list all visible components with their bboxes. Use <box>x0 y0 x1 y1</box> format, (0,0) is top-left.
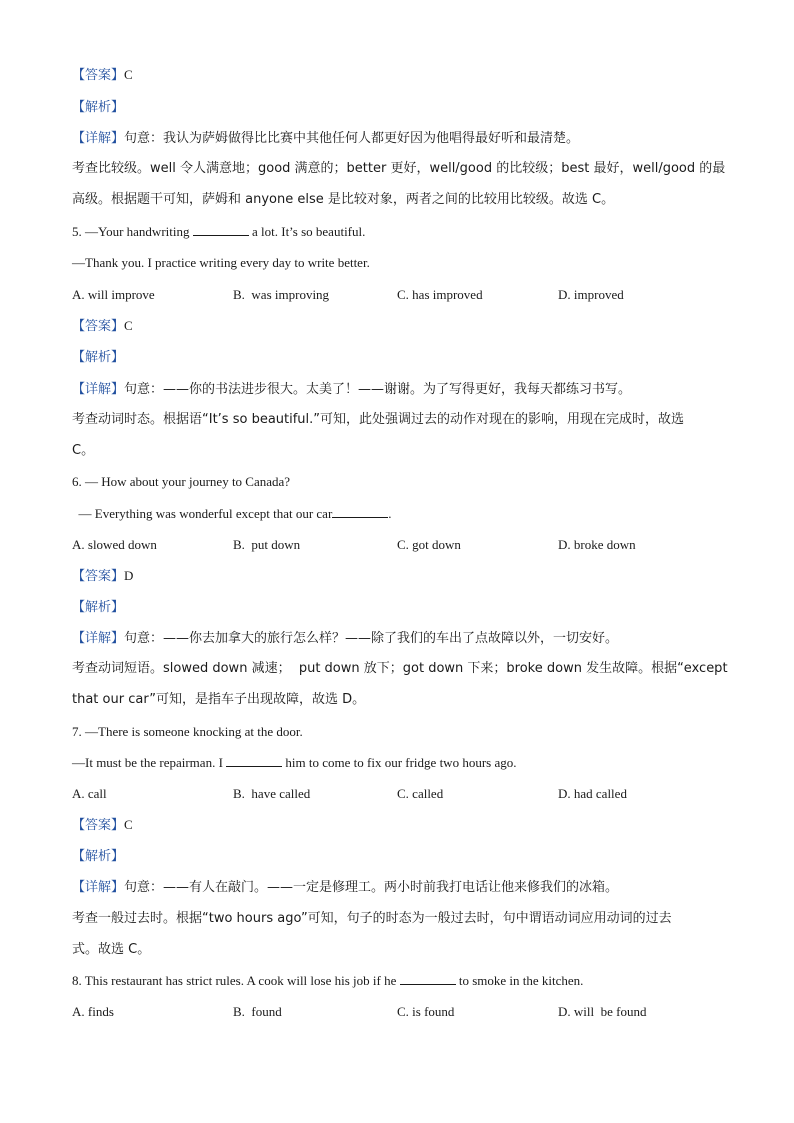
q5-explanation-2: C。 <box>72 443 95 458</box>
q7-option-b: B. have called <box>233 786 311 801</box>
q5-analysis-line <box>72 348 124 367</box>
answer-label: 【答案】 <box>72 818 125 833</box>
q7-option-c: C. called <box>397 786 444 801</box>
q8-option-a: A. finds <box>72 1004 114 1019</box>
q6-stem: 6. — How about your journey to Canada? <box>72 474 291 489</box>
answer-value: C <box>124 817 133 832</box>
q4-explanation-2: 高级。根据题干可知，萨姆和 anyone else 是比较对象，两者之间的比较用比较级。故选 C。 <box>72 192 615 207</box>
q7-line-part1: —It must be the repairman. I <box>72 755 223 770</box>
detail-text: 句意：——你去加拿大的旅行怎么样？——除了我们的车出了点故障以外，一切安好。 <box>124 631 619 646</box>
detail-label: 【详解】 <box>72 880 125 895</box>
answer-label: 【答案】 <box>72 569 125 584</box>
q7-option-d: D. had called <box>558 786 627 801</box>
q6-explanation-2: that our car”可知，是指车子出现故障，故选 D。 <box>72 692 366 707</box>
analysis-label: 【解析】 <box>72 100 125 115</box>
answer-blank <box>332 505 388 518</box>
analysis-label: 【解析】 <box>72 849 125 864</box>
q6-dialogue-line <box>72 505 392 523</box>
q6-answer-line <box>72 567 133 586</box>
answer-label: 【答案】 <box>72 319 125 334</box>
q7-answer-line <box>72 816 133 835</box>
q5-option-c: C. has improved <box>397 287 483 302</box>
q7-explanation-2: 式。故选 C。 <box>72 942 151 957</box>
analysis-label: 【解析】 <box>72 350 125 365</box>
q6-detail-line <box>72 629 618 648</box>
q6-line-part2: . <box>388 506 392 521</box>
answer-value: D <box>124 568 134 583</box>
q5-option-a: A. will improve <box>72 287 155 302</box>
q7-analysis-line <box>72 847 124 866</box>
q8-option-b: B. found <box>233 1004 282 1019</box>
q4-analysis-line <box>72 98 124 117</box>
answer-label: 【答案】 <box>72 68 125 83</box>
answer-value: C <box>124 318 133 333</box>
q6-option-c: C. got down <box>397 537 461 552</box>
q4-answer-line <box>72 66 133 85</box>
q5-stem-part2: a lot. It’s so beautiful. <box>252 224 366 239</box>
answer-blank <box>226 754 282 767</box>
q6-line-part1: — Everything was wonderful except that our car <box>72 506 333 521</box>
q8-stem-part1: 8. This restaurant has strict rules. A cook will lose his job if he <box>72 973 397 988</box>
q7-dialogue-line <box>72 754 516 772</box>
q7-line-part2: him to come to fix our fridge two hours ago. <box>285 755 517 770</box>
q4-detail-line <box>72 129 579 148</box>
detail-text: 句意：——你的书法进步很大。太美了！——谢谢。为了写得更好，我每天都练习书写。 <box>124 382 632 397</box>
q5-explanation-1: 考查动词时态。根据语“It’s so beautiful.”可知，此处强调过去的动作对现在的影响，用现在完成时，故选 <box>72 412 685 427</box>
q5-option-b: B. was improving <box>233 287 330 302</box>
detail-text: 句意：——有人在敲门。——一定是修理工。两小时前我打电话让他来修我们的冰箱。 <box>124 880 619 895</box>
q7-detail-line <box>72 878 618 897</box>
q5-stem <box>72 223 365 241</box>
q6-option-d: D. broke down <box>558 537 636 552</box>
answer-value: C <box>124 67 133 82</box>
q4-explanation-1: 考查比较级。well 令人满意地；good 满意的；better 更好，well/good 的比较级；best 最好，well/good 的最 <box>72 161 726 176</box>
q8-stem <box>72 972 583 990</box>
q5-stem-part1: 5. —Your handwriting <box>72 224 190 239</box>
q7-option-a: A. call <box>72 786 107 801</box>
q8-option-c: C. is found <box>397 1004 455 1019</box>
detail-label: 【详解】 <box>72 631 125 646</box>
detail-label: 【详解】 <box>72 131 125 146</box>
q5-dialogue-line: —Thank you. I practice writing every day to write better. <box>72 255 370 270</box>
q7-explanation-1: 考查一般过去时。根据“two hours ago”可知，句子的时态为一般过去时，句中谓语动词应用动词的过去 <box>72 911 672 926</box>
answer-blank <box>193 223 249 236</box>
analysis-label: 【解析】 <box>72 600 125 615</box>
q7-stem: 7. —There is someone knocking at the door. <box>72 724 303 739</box>
q5-answer-line <box>72 317 133 336</box>
q6-option-b: B. put down <box>233 537 301 552</box>
q5-option-d: D. improved <box>558 287 624 302</box>
q8-stem-part2: to smoke in the kitchen. <box>458 973 584 988</box>
q6-option-a: A. slowed down <box>72 537 157 552</box>
q6-explanation-1: 考查动词短语。slowed down 减速； put down 放下；got down 下来；broke down 发生故障。根据“except <box>72 661 728 676</box>
detail-label: 【详解】 <box>72 382 125 397</box>
q8-option-d: D. will be found <box>558 1004 647 1019</box>
q6-analysis-line <box>72 598 124 617</box>
answer-blank <box>400 972 456 985</box>
q5-detail-line <box>72 380 631 399</box>
detail-text: 句意：我认为萨姆做得比比赛中其他任何人都更好因为他唱得最好听和最清楚。 <box>124 131 580 146</box>
